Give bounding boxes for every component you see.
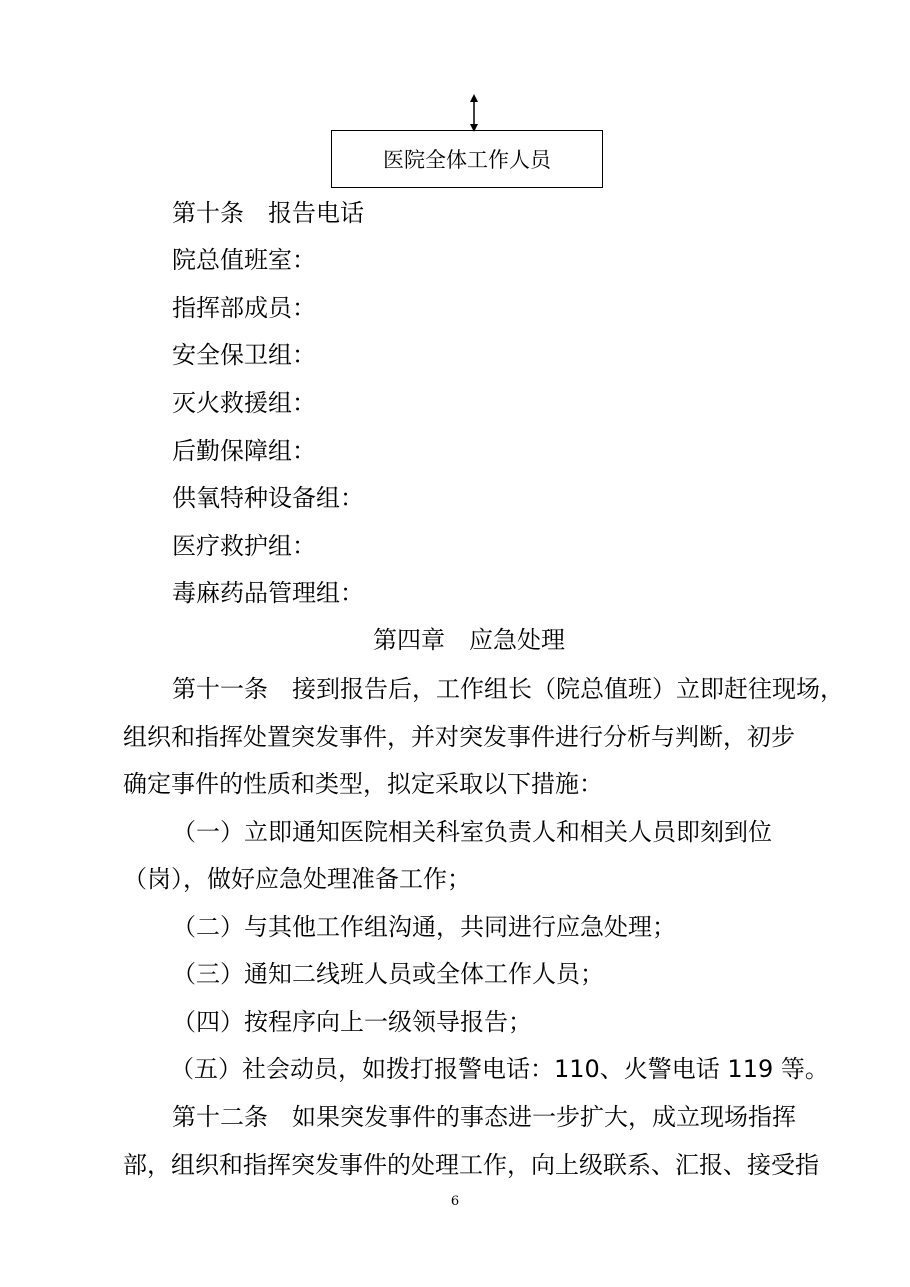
- phone-item-medical: 医疗救护组：: [172, 532, 316, 560]
- phone-item-oxygen-equipment: 供氧特种设备组：: [172, 484, 364, 512]
- page-number: 6: [450, 1194, 460, 1209]
- org-chart-box: [331, 130, 603, 188]
- phone-item-command: 指挥部成员：: [172, 294, 316, 322]
- article-12-line-2: 部，组织和指挥突发事件的处理工作，向上级联系、汇报、接受指: [123, 1151, 819, 1179]
- article-11-line-1: 第十一条 接到报告后，工作组长（院总值班）立即赶往现场，: [172, 675, 844, 703]
- phone-item-duty-office: 院总值班室：: [172, 246, 316, 274]
- article-10-heading: 第十条 报告电话: [172, 199, 364, 227]
- measure-2: （二）与其他工作组沟通，共同进行应急处理；: [172, 913, 676, 941]
- article-12-line-1: 第十二条 如果突发事件的事态进一步扩大，成立现场指挥: [172, 1103, 796, 1131]
- measure-3: （三）通知二线班人员或全体工作人员；: [172, 960, 604, 988]
- chapter-4-heading: 第四章 应急处理: [373, 626, 565, 654]
- measure-4: （四）按程序向上一级领导报告；: [172, 1008, 532, 1036]
- measure-1-line-2: （岗），做好应急处理准备工作；: [123, 865, 471, 893]
- measure-1-line-1: （一）立即通知医院相关科室负责人和相关人员即刻到位: [172, 818, 772, 846]
- article-11-line-3: 确定事件的性质和类型，拟定采取以下措施：: [123, 770, 603, 798]
- phone-item-narcotics: 毒麻药品管理组：: [172, 579, 364, 607]
- phone-item-fire-rescue: 灭火救援组：: [172, 389, 316, 417]
- measure-5: （五）社会动员，如拨打报警电话：110、火警电话 119 等。: [170, 1055, 829, 1083]
- article-11-line-2: 组织和指挥处置突发事件，并对突发事件进行分析与判断，初步: [123, 723, 795, 751]
- phone-item-logistics: 后勤保障组：: [172, 437, 316, 465]
- org-chart-box-label: 医院全体工作人员: [383, 148, 551, 172]
- phone-item-security: 安全保卫组：: [172, 341, 316, 369]
- double-arrow-icon: [464, 94, 484, 132]
